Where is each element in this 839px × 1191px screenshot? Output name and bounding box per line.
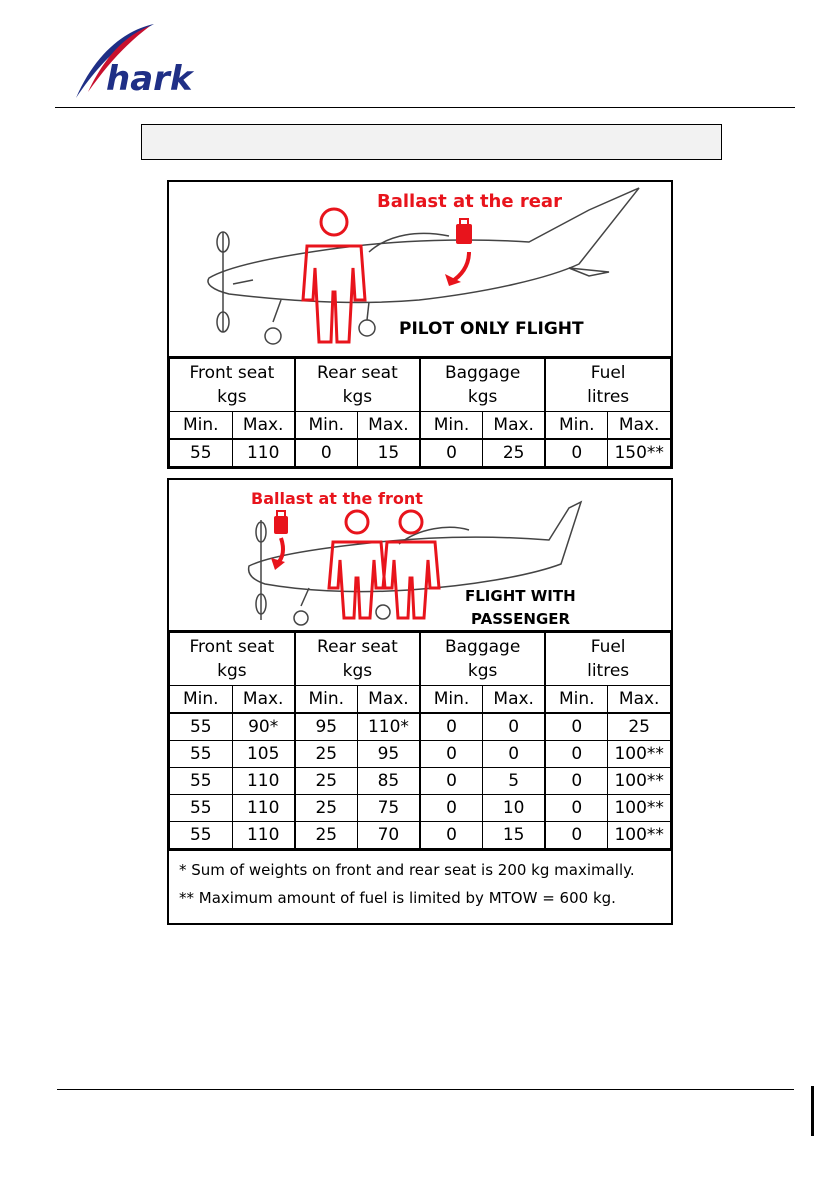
table-cell: 55 <box>170 795 233 822</box>
table-cell: 110 <box>232 439 295 467</box>
table-cell: 55 <box>170 713 233 741</box>
table-cell: 55 <box>170 822 233 849</box>
table-cell: 55 <box>170 741 233 768</box>
table-cell: 100** <box>608 822 671 849</box>
table-cell: 0 <box>295 439 358 467</box>
flight-with-label: FLIGHT WITH <box>465 587 576 605</box>
section-title-box <box>141 124 722 160</box>
table-cell: 0 <box>545 822 608 849</box>
table-row <box>170 795 671 822</box>
sub-header: Max. <box>608 412 671 440</box>
sub-header: Min. <box>170 686 233 714</box>
table-cell: 90* <box>232 713 295 741</box>
footnotes <box>169 849 671 923</box>
table-row <box>170 741 671 768</box>
table-cell: 0 <box>483 713 546 741</box>
table-row <box>170 768 671 795</box>
pilot-only-table <box>169 358 671 467</box>
table-cell: 0 <box>420 713 483 741</box>
table-cell: 85 <box>357 768 420 795</box>
table-cell: 55 <box>170 768 233 795</box>
table-cell: 95 <box>357 741 420 768</box>
table-cell: 0 <box>420 822 483 849</box>
table-cell: 100** <box>608 768 671 795</box>
pilot-only-illustration <box>169 182 671 358</box>
page-edge-bar <box>811 1086 814 1136</box>
table-row <box>170 439 671 467</box>
table-cell: 25 <box>295 768 358 795</box>
footnote-seat-weight: * Sum of weights on front and rear seat is 200 kg maximally. <box>179 861 635 879</box>
table-cell: 25 <box>295 741 358 768</box>
table-cell: 0 <box>545 768 608 795</box>
passenger-illustration <box>169 480 671 632</box>
group-baggage: Baggage kgs <box>420 359 545 412</box>
group-rear-seat: Rear seat kgs <box>295 359 420 412</box>
table-cell: 10 <box>483 795 546 822</box>
sub-header: Max. <box>357 686 420 714</box>
sub-header: Min. <box>295 686 358 714</box>
sub-header: Min. <box>170 412 233 440</box>
table-cell: 5 <box>483 768 546 795</box>
group-fuel: Fuel litres <box>545 359 670 412</box>
table-cell: 25 <box>295 822 358 849</box>
group-front-seat: Front seat kgs <box>170 359 295 412</box>
passenger-figures-icon <box>329 511 439 618</box>
table-cell: 150** <box>608 439 671 467</box>
passenger-panel <box>167 478 673 925</box>
table-row <box>170 822 671 849</box>
group-baggage: Baggage kgs <box>420 633 545 686</box>
table-cell: 25 <box>483 439 546 467</box>
pilot-figure-icon <box>303 209 365 342</box>
group-fuel: Fuel litres <box>545 633 670 686</box>
logo-text: hark <box>106 59 193 99</box>
header-rule <box>55 107 795 108</box>
table-cell: 25 <box>295 795 358 822</box>
table-cell: 75 <box>357 795 420 822</box>
sub-header: Max. <box>483 686 546 714</box>
table-cell: 70 <box>357 822 420 849</box>
sub-header: Min. <box>545 412 608 440</box>
sub-header: Max. <box>483 412 546 440</box>
table-cell: 0 <box>545 741 608 768</box>
table-cell: 100** <box>608 795 671 822</box>
table-cell: 100** <box>608 741 671 768</box>
table-cell: 110* <box>357 713 420 741</box>
footnote-fuel-limit: ** Maximum amount of fuel is limited by MTOW = 600 kg. <box>179 889 616 907</box>
table-cell: 110 <box>232 768 295 795</box>
table-cell: 110 <box>232 795 295 822</box>
table-cell: 105 <box>232 741 295 768</box>
passenger-table <box>169 632 671 849</box>
ballast-bag-icon <box>445 219 472 286</box>
table-cell: 110 <box>232 822 295 849</box>
pilot-only-label: PILOT ONLY FLIGHT <box>399 319 584 339</box>
table-cell: 55 <box>170 439 233 467</box>
sub-header: Min. <box>420 412 483 440</box>
table-cell: 0 <box>545 713 608 741</box>
table-cell: 15 <box>483 822 546 849</box>
sub-header: Min. <box>295 412 358 440</box>
sub-header: Max. <box>232 412 295 440</box>
sub-header: Max. <box>357 412 420 440</box>
group-rear-seat: Rear seat kgs <box>295 633 420 686</box>
shark-logo <box>66 22 226 104</box>
ballast-rear-label: Ballast at the rear <box>377 191 562 212</box>
table-cell: 0 <box>420 741 483 768</box>
passenger-label: PASSENGER <box>471 610 571 628</box>
table-cell: 0 <box>545 439 608 467</box>
table-cell: 95 <box>295 713 358 741</box>
table-cell: 15 <box>357 439 420 467</box>
sub-header: Min. <box>545 686 608 714</box>
table-cell: 0 <box>545 795 608 822</box>
group-front-seat: Front seat kgs <box>170 633 295 686</box>
pilot-only-panel <box>167 180 673 469</box>
footer-rule <box>57 1089 794 1090</box>
table-cell: 0 <box>420 439 483 467</box>
ballast-bag-icon <box>271 511 288 570</box>
table-row <box>170 713 671 741</box>
table-cell: 0 <box>420 768 483 795</box>
table-cell: 0 <box>483 741 546 768</box>
sub-header: Max. <box>608 686 671 714</box>
ballast-front-label: Ballast at the front <box>251 489 423 508</box>
sub-header: Min. <box>420 686 483 714</box>
table-cell: 0 <box>420 795 483 822</box>
sub-header: Max. <box>232 686 295 714</box>
table-cell: 25 <box>608 713 671 741</box>
